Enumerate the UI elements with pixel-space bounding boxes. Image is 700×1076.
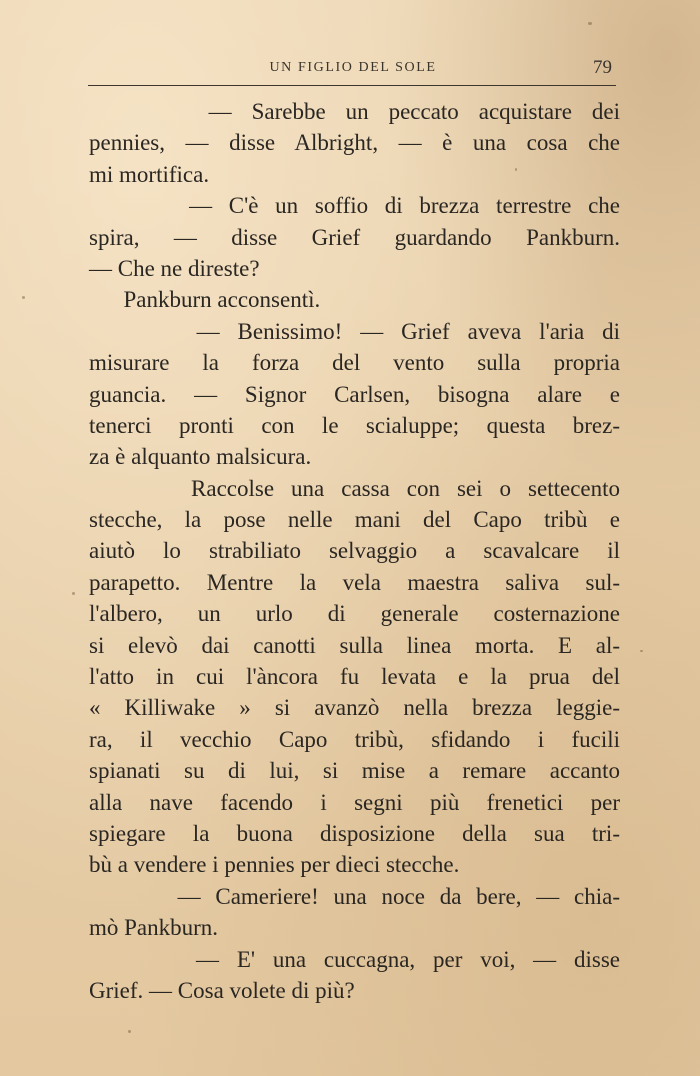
text-line: ra, il vecchio Capo tribù, sfidando i fucili <box>89 726 620 752</box>
text-line: spianati su di lui, si mise a remare accanto <box>89 758 620 784</box>
paper-speck <box>22 296 25 299</box>
text-line: — E' una cuccagna, per voi, — disse <box>89 946 620 972</box>
text-line: « Killiwake » si avanzò nella brezza leggie- <box>89 695 620 721</box>
text-line: — Che ne direste? <box>89 255 260 281</box>
text-line: bù a vendere i pennies per dieci stecche. <box>89 852 460 878</box>
text-line: Grief. — Cosa volete di più? <box>89 977 355 1003</box>
text-line: parapetto. Mentre la vela maestra saliva sul- <box>89 569 620 595</box>
text-line: guancia. — Signor Carlsen, bisogna alare e <box>89 381 620 407</box>
text-line: Pankburn acconsentì. <box>89 287 321 313</box>
text-line: — Benissimo! — Grief aveva l'aria di <box>89 318 620 344</box>
text-line: l'atto in cui l'àncora fu levata e la prua del <box>89 664 620 690</box>
page-number: 79 <box>593 57 612 78</box>
text-line: l'albero, un urlo di generale costernazione <box>89 601 620 627</box>
text-line: alla nave facendo i segni più frenetici per <box>89 789 620 815</box>
text-line: spira, — disse Grief guardando Pankburn. <box>89 224 620 250</box>
text-line: pennies, — disse Albright, — è una cosa che <box>89 130 620 156</box>
paper-speck <box>588 22 592 25</box>
text-line: si elevò dai canotti sulla linea morta. E al- <box>89 632 620 658</box>
text-line: za è alquanto malsicura. <box>89 444 312 470</box>
paper-speck <box>640 650 643 652</box>
text-line: — Sarebbe un peccato acquistare dei <box>89 99 620 124</box>
text-line: mò Pankburn. <box>89 915 219 941</box>
text-line: stecche, la pose nelle mani del Capo tribù e <box>89 507 620 533</box>
text-line: — Cameriere! una noce da bere, — chia- <box>89 883 620 909</box>
paper-speck <box>515 168 517 171</box>
text-line: mi mortifica. <box>89 161 210 187</box>
paper-speck <box>128 1030 131 1033</box>
running-head <box>88 58 618 84</box>
paper-speck <box>72 592 75 595</box>
text-line: Raccolse una cassa con sei o settecento <box>89 475 620 501</box>
text-line: aiutò lo strabiliato selvaggio a scavalcare il <box>89 538 620 564</box>
text-line: tenerci pronti con le scialuppe; questa brez- <box>89 412 620 438</box>
running-title: UN FIGLIO DEL SOLE <box>269 60 437 75</box>
header-rule <box>88 85 616 86</box>
text-line: spiegare la buona disposizione della sua tri- <box>89 820 620 846</box>
text-line: — C'è un soffio di brezza terrestre che <box>89 193 620 219</box>
text-line: misurare la forza del vento sulla propria <box>89 350 620 376</box>
body-text <box>89 96 620 1006</box>
